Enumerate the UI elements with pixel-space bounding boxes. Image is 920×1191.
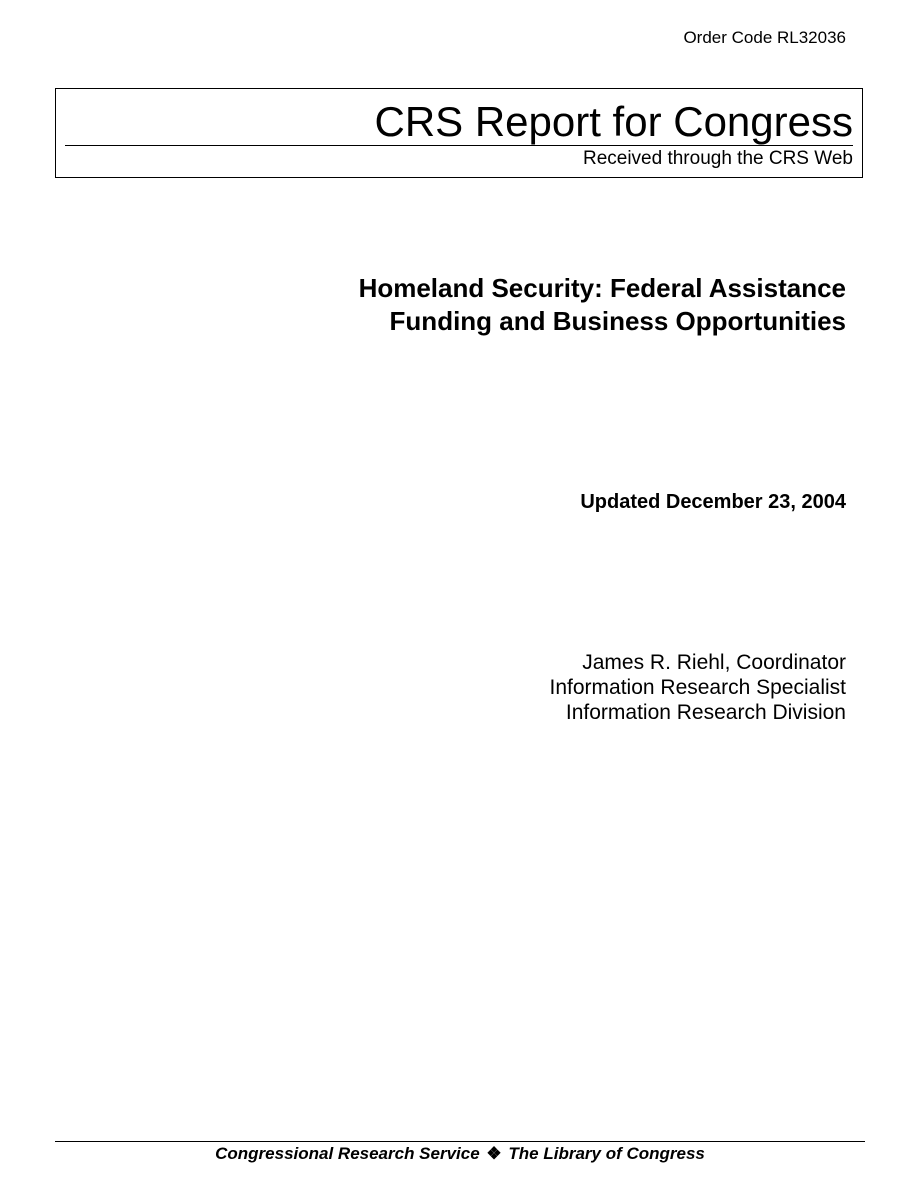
header-subtitle: Received through the CRS Web bbox=[582, 148, 853, 169]
header-title: CRS Report for Congress bbox=[374, 98, 853, 145]
footer-crs: Congressional Research Service bbox=[215, 1144, 480, 1163]
order-code: Order Code RL32036 bbox=[683, 28, 846, 47]
footer-loc: The Library of Congress bbox=[508, 1144, 705, 1163]
updated-date: Updated December 23, 2004 bbox=[580, 491, 846, 513]
footer-divider bbox=[55, 1141, 865, 1142]
report-header-box bbox=[55, 88, 863, 178]
footer bbox=[0, 1144, 920, 1164]
author-name: James R. Riehl, Coordinator bbox=[582, 651, 846, 674]
author-division: Information Research Division bbox=[565, 701, 846, 724]
report-title bbox=[359, 272, 846, 338]
author-position: Information Research Specialist bbox=[549, 676, 846, 699]
report-title-line-1: Homeland Security: Federal Assistance bbox=[358, 273, 846, 303]
author-block bbox=[550, 650, 846, 725]
header-divider bbox=[65, 145, 853, 146]
report-title-line-2: Funding and Business Opportunities bbox=[389, 306, 846, 336]
diamond-separator-icon: ❖ bbox=[486, 1144, 502, 1163]
